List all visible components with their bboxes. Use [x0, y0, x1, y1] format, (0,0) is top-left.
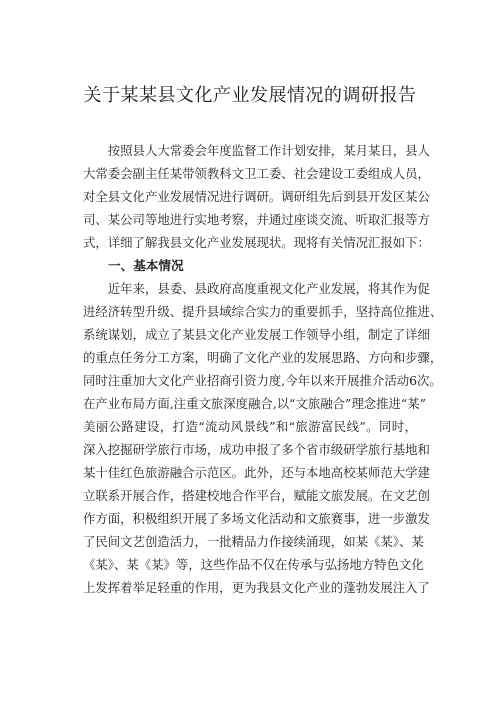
body-line: 的重点任务分工方案，明确了文化产业的发展思路、方向和步骤，: [83, 350, 443, 365]
report-body: [83, 139, 443, 599]
intro-line: 对全县文化产业发展情况进行调研。调研组先后到县开发区某公: [83, 189, 430, 204]
body-line: 在产业布局方面,注重文旅深度融合,以“文旅融合”理念推进“某”: [83, 396, 426, 411]
intro-line: 式，详细了解我县文化产业发展现状。现将有关情况汇报如下：: [83, 235, 430, 250]
body-line: 《某》、某《某》等，这些作品不仅在传承与弘扬地方特色文化: [83, 557, 424, 572]
body-line: 作方面，积极组织开展了多场文化活动和文旅赛事，进一步激发: [83, 511, 430, 526]
body-line: 上发挥着举足轻重的作用，更为我县文化产业的蓬勃发展注入了: [83, 580, 430, 595]
intro-line: 大常委会副主任某带领教科文卫工委、社会建设工委组成人员，: [83, 166, 430, 181]
body-line: 深入挖掘研学旅行市场，成功申报了多个省市级研学旅行基地和: [83, 442, 430, 457]
intro-line: 司、某公司等地进行实地考察，并通过座谈交流、听取汇报等方: [83, 212, 430, 227]
body-line: 了民间文艺创造活力，一批精品力作接续涌现，如某《某》、某: [83, 534, 424, 549]
section-heading: 一、基本情况: [108, 258, 184, 273]
body-line: 某十佳红色旅游融合示范区。此外，还与本地高校某师范大学建: [83, 465, 430, 480]
intro-line: 按照县人大常委会年度监督工作计划安排，某月某日，县人: [83, 143, 430, 158]
body-line: 同时注重加大文化产业招商引资力度,今年以来开展推介活动6次。: [83, 373, 442, 388]
body-line: 进经济转型升级、提升县域综合实力的重要抓手，坚持高位推进、: [83, 304, 443, 319]
body-line: 立联系开展合作，搭建校地合作平台，赋能文旅发展。在文艺创: [83, 488, 430, 503]
report-title: 关于某某县文化产业发展情况的调研报告: [83, 85, 417, 106]
body-line: 系统谋划，成立了某县文化产业发展工作领导小组，制定了详细: [83, 327, 430, 342]
body-line: 美丽公路建设，打造“流动风景线”和“旅游富民线”。同时，: [83, 419, 417, 434]
body-line: 近年来，县委、县政府高度重视文化产业发展，将其作为促: [83, 281, 430, 296]
